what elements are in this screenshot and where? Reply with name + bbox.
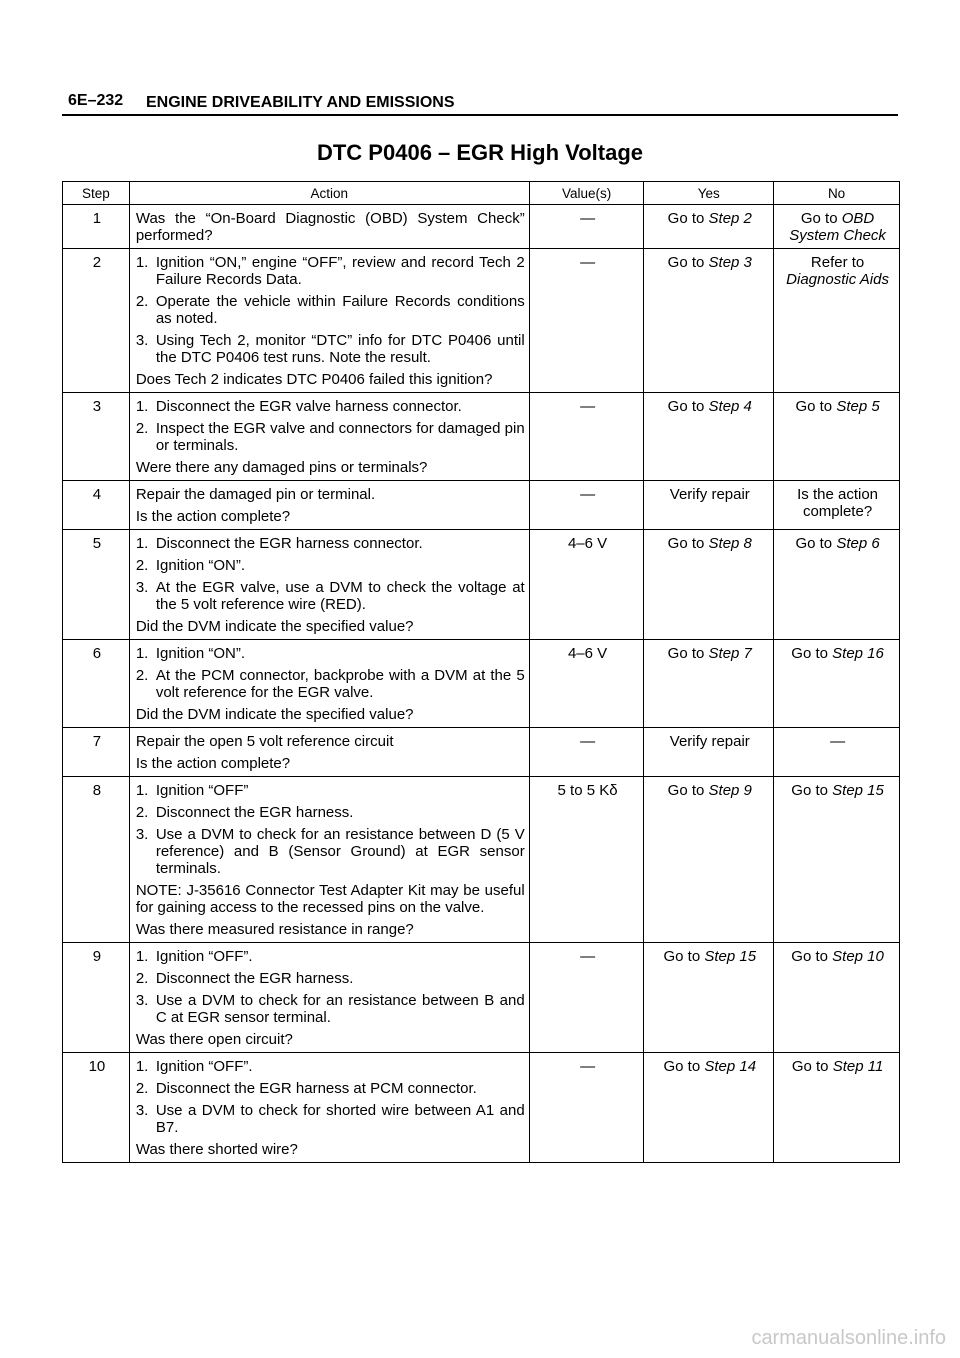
action-step-item <box>136 782 525 799</box>
value-cell: — <box>529 393 644 481</box>
action-step-item <box>136 535 525 552</box>
yes-cell <box>644 777 774 943</box>
no-reference: Step 16 <box>832 645 884 662</box>
no-text: Go to <box>791 948 833 965</box>
step-number: 4 <box>63 481 130 530</box>
action-step-number: 3. <box>135 579 149 596</box>
step-number: 3 <box>63 393 130 481</box>
table-row <box>63 777 900 943</box>
yes-text: Go to <box>667 782 709 799</box>
action-cell <box>129 943 529 1053</box>
action-step-text: Use a DVM to check for shorted wire between A1 and B7. <box>155 1102 525 1136</box>
action-question: Did the DVM indicate the specified value? <box>135 618 414 635</box>
action-question: Repair the damaged pin or terminal. <box>135 486 376 503</box>
value-cell: — <box>529 205 644 249</box>
yes-cell <box>644 728 774 777</box>
value-cell: 5 to 5 Kδ <box>529 777 644 943</box>
action-step-text: Disconnect the EGR harness at PCM connector. <box>155 1080 477 1097</box>
action-step-number: 1. <box>135 782 149 799</box>
action-step-number: 2. <box>135 420 149 437</box>
action-step-item <box>136 398 525 415</box>
yes-reference: Step 8 <box>708 535 752 552</box>
value-cell: — <box>529 481 644 530</box>
yes-cell <box>644 393 774 481</box>
action-step-text: Ignition “ON”. <box>155 557 246 574</box>
page-header <box>62 90 898 120</box>
no-cell <box>774 943 900 1053</box>
value-cell: 4–6 V <box>529 640 644 728</box>
no-text: Go to <box>800 210 842 227</box>
action-step-number: 1. <box>135 535 149 552</box>
yes-cell <box>644 1053 774 1163</box>
value-cell: — <box>529 728 644 777</box>
step-number: 10 <box>63 1053 130 1163</box>
column-header-yes: Yes <box>644 182 774 205</box>
action-step-number: 3. <box>135 826 149 843</box>
action-step-item <box>136 579 525 613</box>
no-cell <box>774 640 900 728</box>
action-step-item <box>136 667 525 701</box>
value-cell: — <box>529 249 644 393</box>
action-step-text: Disconnect the EGR valve harness connector. <box>155 398 462 415</box>
step-number: 2 <box>63 249 130 393</box>
no-text: Is the action complete? <box>797 486 879 520</box>
action-question: Is the action complete? <box>135 508 291 525</box>
action-question: Repair the open 5 volt reference circuit <box>135 733 394 750</box>
table-body <box>63 205 900 1163</box>
yes-cell <box>644 249 774 393</box>
yes-cell <box>644 530 774 640</box>
no-reference: Step 5 <box>836 398 880 415</box>
action-step-text: Using Tech 2, monitor “DTC” info for DTC P0406 until the DTC P0406 test runs. Note the result. <box>155 332 525 366</box>
yes-cell <box>644 943 774 1053</box>
action-step-item <box>136 970 525 987</box>
diagnostic-table <box>62 181 900 1163</box>
action-step-item <box>136 420 525 454</box>
action-step-number: 2. <box>135 804 149 821</box>
action-step-item <box>136 1058 525 1075</box>
action-step-number: 3. <box>135 332 149 349</box>
no-cell <box>774 481 900 530</box>
no-reference: Step 11 <box>832 1058 884 1075</box>
no-cell <box>774 249 900 393</box>
table-row <box>63 205 900 249</box>
table-row <box>63 728 900 777</box>
table-row <box>63 530 900 640</box>
no-text: Go to <box>791 645 833 662</box>
no-cell <box>774 205 900 249</box>
action-step-text: At the EGR valve, use a DVM to check the voltage at the 5 volt reference wire (RED). <box>155 579 525 613</box>
action-step-text: Use a DVM to check for an resistance between B and C at EGR sensor terminal. <box>155 992 525 1026</box>
no-text: Go to <box>791 782 833 799</box>
action-step-text: Disconnect the EGR harness. <box>155 804 354 821</box>
action-step-text: Disconnect the EGR harness connector. <box>155 535 423 552</box>
action-step-text: Operate the vehicle within Failure Records conditions as noted. <box>155 293 525 327</box>
action-question: Did the DVM indicate the specified value? <box>135 706 414 723</box>
yes-cell <box>644 205 774 249</box>
no-text: Go to <box>791 1058 833 1075</box>
yes-reference: Step 4 <box>708 398 752 415</box>
action-question: Were there any damaged pins or terminals? <box>135 459 428 476</box>
action-step-text: Ignition “OFF”. <box>155 1058 253 1075</box>
action-step-item <box>136 948 525 965</box>
action-step-text: Inspect the EGR valve and connectors for damaged pin or terminals. <box>155 420 525 454</box>
action-step-text: Ignition “ON”. <box>155 645 246 662</box>
action-cell <box>129 393 529 481</box>
no-reference: Step 10 <box>832 948 884 965</box>
action-step-number: 1. <box>135 254 149 271</box>
watermark: carmanualsonline.info <box>751 1327 946 1349</box>
action-step-text: Use a DVM to check for an resistance between D (5 V reference) and B (Sensor Ground) at EGR sensor terminals. <box>155 826 525 877</box>
value-cell: 4–6 V <box>529 530 644 640</box>
action-step-number: 2. <box>135 970 149 987</box>
yes-text: Go to <box>667 254 709 271</box>
table-row <box>63 249 900 393</box>
yes-text: Go to <box>663 948 705 965</box>
table-row <box>63 1053 900 1163</box>
yes-cell <box>644 640 774 728</box>
action-step-item <box>136 645 525 662</box>
action-question: Does Tech 2 indicates DTC P0406 failed this ignition? <box>135 371 493 388</box>
no-text: Refer to <box>810 254 865 271</box>
action-cell <box>129 249 529 393</box>
value-cell: — <box>529 943 644 1053</box>
yes-text: Go to <box>663 1058 705 1075</box>
column-header-step: Step <box>63 182 130 205</box>
yes-text: Go to <box>667 398 709 415</box>
action-step-number: 2. <box>135 667 149 684</box>
step-number: 7 <box>63 728 130 777</box>
step-number: 9 <box>63 943 130 1053</box>
action-step-text: Ignition “ON,” engine “OFF”, review and record Tech 2 Failure Records Data. <box>155 254 525 288</box>
no-reference: OBD System Check <box>789 210 886 244</box>
action-step-item <box>136 1102 525 1136</box>
yes-reference: Step 15 <box>704 948 757 965</box>
action-question: Was there measured resistance in range? <box>135 921 414 938</box>
action-question: Was the “On-Board Diagnostic (OBD) System Check” performed? <box>135 210 525 244</box>
action-step-item <box>136 1080 525 1097</box>
header-rule <box>62 114 898 116</box>
yes-text: Go to <box>667 210 709 227</box>
page-number: 6E–232 <box>68 92 124 109</box>
table-row <box>63 481 900 530</box>
action-cell <box>129 728 529 777</box>
yes-text: Go to <box>667 535 709 552</box>
no-reference: Step 15 <box>832 782 884 799</box>
action-cell <box>129 640 529 728</box>
action-step-number: 3. <box>135 992 149 1009</box>
yes-text: Go to <box>667 645 709 662</box>
no-cell <box>774 1053 900 1163</box>
table-row <box>63 640 900 728</box>
action-step-text: Disconnect the EGR harness. <box>155 970 354 987</box>
yes-reference: Step 3 <box>708 254 752 271</box>
action-step-item <box>136 332 525 366</box>
table-row <box>63 393 900 481</box>
table-row <box>63 943 900 1053</box>
value-cell: — <box>529 1053 644 1163</box>
action-question: Was there shorted wire? <box>135 1141 298 1158</box>
no-text: — <box>830 733 846 750</box>
no-reference: Diagnostic Aids <box>786 271 889 288</box>
action-step-text: Ignition “OFF” <box>155 782 249 799</box>
yes-text: Verify repair <box>669 733 750 750</box>
table-header-row <box>63 182 900 205</box>
yes-reference: Step 14 <box>704 1058 757 1075</box>
no-cell <box>774 393 900 481</box>
action-cell <box>129 205 529 249</box>
action-question: Is the action complete? <box>135 755 291 772</box>
action-step-number: 3. <box>135 1102 149 1119</box>
column-header-no: No <box>774 182 900 205</box>
no-text: Go to <box>795 398 837 415</box>
yes-cell <box>644 481 774 530</box>
step-number: 1 <box>63 205 130 249</box>
action-step-number: 2. <box>135 557 149 574</box>
section-title: ENGINE DRIVEABILITY AND EMISSIONS <box>146 94 455 111</box>
action-step-item <box>136 254 525 288</box>
action-step-item <box>136 804 525 821</box>
action-step-number: 1. <box>135 645 149 662</box>
action-step-number: 2. <box>135 293 149 310</box>
action-step-item <box>136 992 525 1026</box>
no-reference: Step 6 <box>836 535 880 552</box>
page-title: DTC P0406 – EGR High Voltage <box>316 140 643 165</box>
action-step-number: 2. <box>135 1080 149 1097</box>
action-cell <box>129 777 529 943</box>
step-number: 6 <box>63 640 130 728</box>
action-step-item <box>136 826 525 877</box>
no-cell <box>774 728 900 777</box>
action-question: NOTE: J-35616 Connector Test Adapter Kit may be useful for gaining access to the recessed pins on the valve. <box>135 882 525 916</box>
yes-reference: Step 2 <box>708 210 752 227</box>
no-cell <box>774 530 900 640</box>
step-number: 8 <box>63 777 130 943</box>
action-cell <box>129 481 529 530</box>
yes-text: Verify repair <box>669 486 750 503</box>
column-header-action: Action <box>129 182 529 205</box>
action-cell <box>129 1053 529 1163</box>
no-text: Go to <box>795 535 837 552</box>
no-cell <box>774 777 900 943</box>
column-header-values: Value(s) <box>529 182 644 205</box>
action-step-text: At the PCM connector, backprobe with a DVM at the 5 volt reference for the EGR valve. <box>155 667 525 701</box>
action-step-number: 1. <box>135 398 149 415</box>
action-step-item <box>136 293 525 327</box>
action-step-number: 1. <box>135 1058 149 1075</box>
action-step-item <box>136 557 525 574</box>
action-question: Was there open circuit? <box>135 1031 293 1048</box>
action-step-number: 1. <box>135 948 149 965</box>
yes-reference: Step 9 <box>708 782 752 799</box>
action-cell <box>129 530 529 640</box>
step-number: 5 <box>63 530 130 640</box>
action-step-text: Ignition “OFF”. <box>155 948 253 965</box>
yes-reference: Step 7 <box>708 645 752 662</box>
